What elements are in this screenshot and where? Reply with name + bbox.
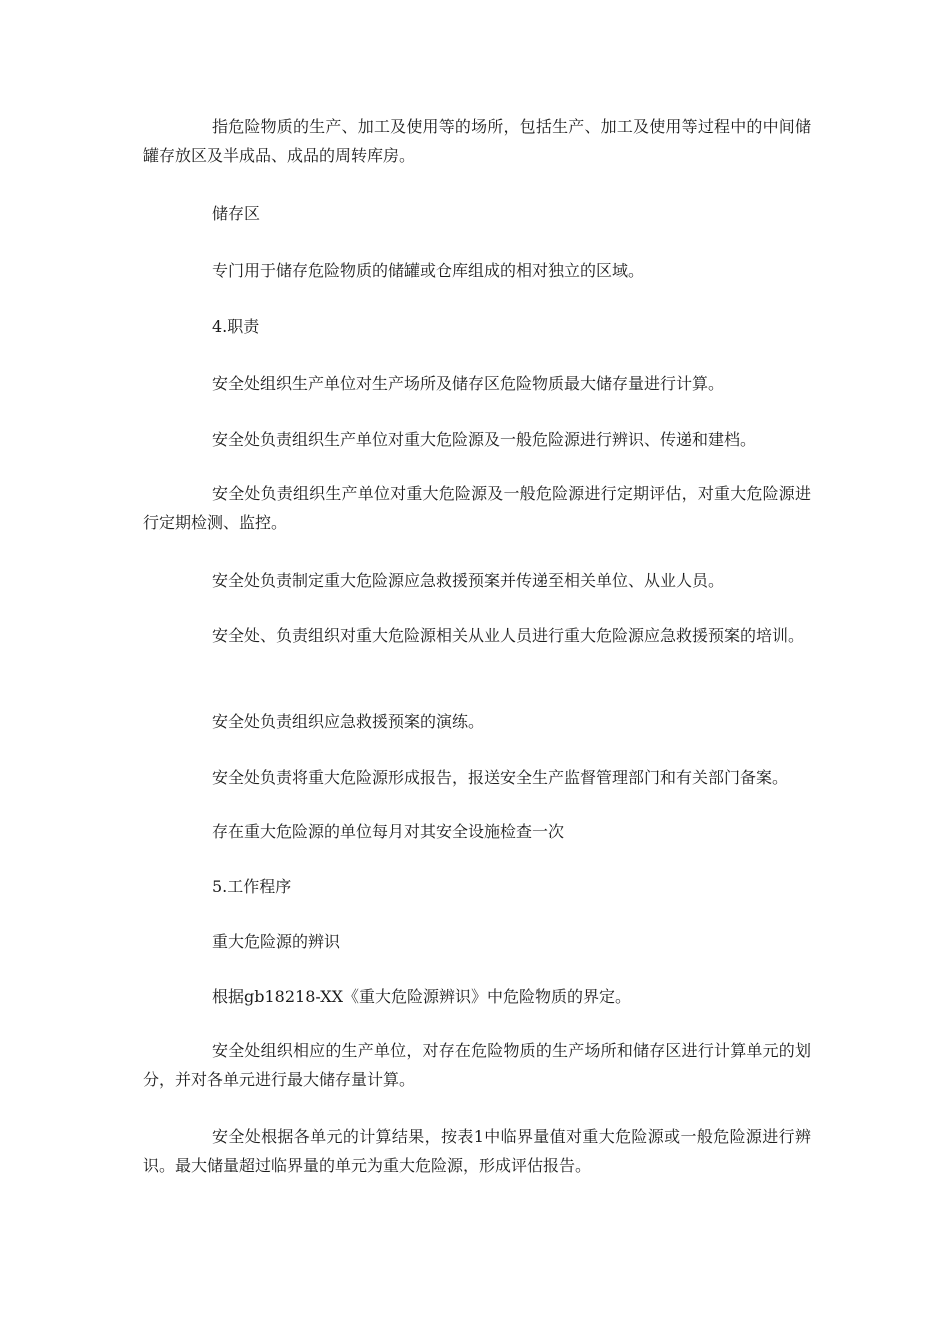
paragraph-identification-basis: 根据gb18218-XX《重大危险源辨识》中危险物质的界定。	[212, 987, 632, 1006]
heading-work-procedure: 5.工作程序	[212, 877, 292, 896]
paragraph-duty-2: 安全处负责组织生产单位对重大危险源及一般危险源进行辨识、传递和建档。	[212, 430, 757, 449]
paragraph-identification-result: 安全处根据各单元的计算结果，按表1中临界量值对重大危险源或一般危险源进行辨识。最大储量超过临界量的单元为重大危险源，形成评估报告。	[143, 1127, 811, 1175]
paragraph-duty-5: 安全处、负责组织对重大危险源相关从业人员进行重大危险源应急救援预案的培训。	[212, 626, 805, 645]
paragraph-duty-6: 安全处负责组织应急救援预案的演练。	[212, 712, 485, 731]
paragraph-workplace-definition: 指危险物质的生产、加工及使用等的场所，包括生产、加工及使用等过程中的中间储罐存放区及半成品、成品的周转库房。	[143, 117, 811, 165]
paragraph-duty-8: 存在重大危险源的单位每月对其安全设施检查一次	[212, 822, 565, 841]
paragraph-duty-3: 安全处负责组织生产单位对重大危险源及一般危险源进行定期评估，对重大危险源进行定期检测、监控。	[143, 484, 811, 532]
paragraph-unit-division: 安全处组织相应的生产单位，对存在危险物质的生产场所和储存区进行计算单元的划分，并对各单元进行最大储存量计算。	[143, 1041, 811, 1089]
heading-responsibilities: 4.职责	[212, 317, 260, 336]
heading-identification: 重大危险源的辨识	[212, 932, 341, 951]
paragraph-duty-4: 安全处负责制定重大危险源应急救援预案并传递至相关单位、从业人员。	[212, 571, 725, 590]
paragraph-duty-1: 安全处组织生产单位对生产场所及储存区危险物质最大储存量进行计算。	[212, 374, 725, 393]
paragraph-duty-7: 安全处负责将重大危险源形成报告，报送安全生产监督管理部门和有关部门备案。	[212, 768, 789, 787]
heading-storage-area: 储存区	[212, 204, 261, 223]
paragraph-storage-area-definition: 专门用于储存危险物质的储罐或仓库组成的相对独立的区域。	[212, 261, 645, 280]
